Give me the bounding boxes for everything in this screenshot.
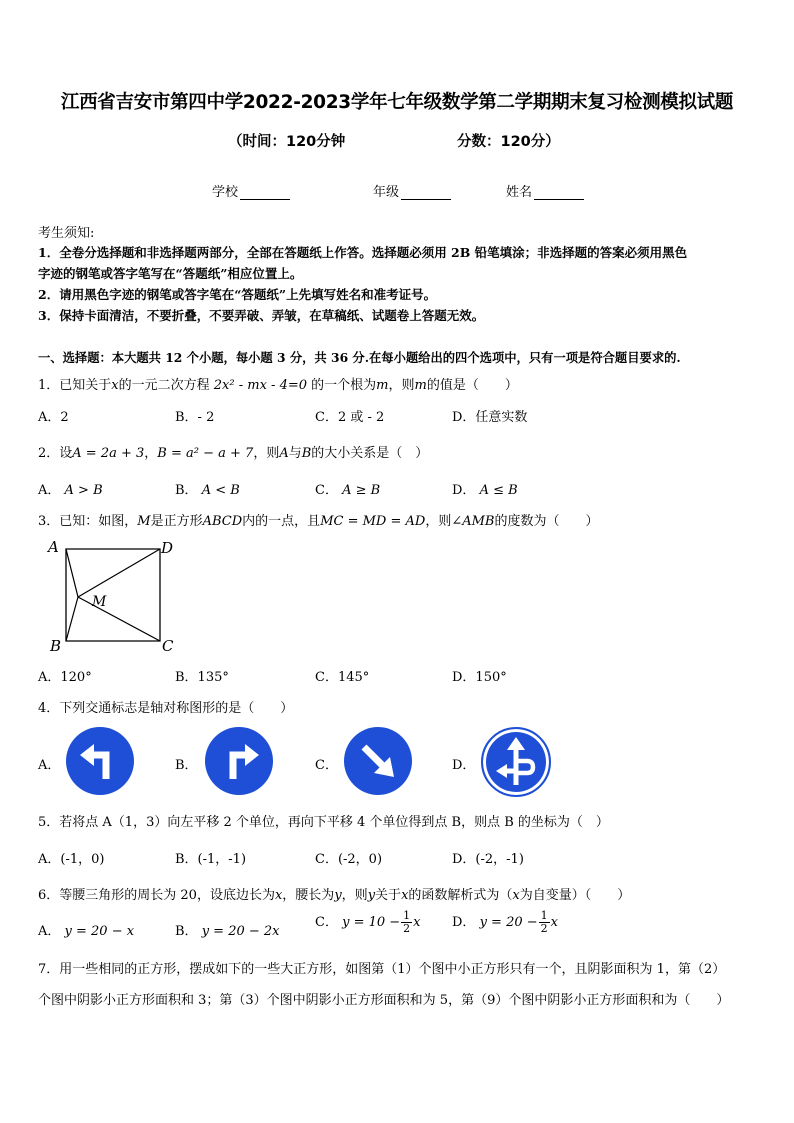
question-6: 6．等腰三角形的周长为 20，设底边长为x，腰长为y，则y关于x的函数解析式为（x为自变量）（ ） (38, 888, 631, 903)
q4-option-b[interactable]: B． (175, 758, 198, 773)
segment-dm (78, 549, 160, 597)
straight-or-left-sign[interactable] (481, 727, 551, 797)
label-c: C (162, 637, 174, 655)
q4-option-d[interactable]: D． (452, 758, 476, 773)
q1-option-d[interactable]: D．任意实数 (452, 410, 528, 425)
exam-score: 分数：120分） (457, 134, 560, 150)
notice-line-2: 2．请用黑色字迹的钢笔或答字笔在“答题纸”上先填写姓名和准考证号。 (38, 287, 437, 302)
down-right-arrow-icon (344, 727, 412, 795)
segment-cm (78, 597, 160, 641)
turn-left-arrow-icon (66, 727, 134, 795)
keep-right-sign[interactable] (344, 727, 412, 795)
square-figure (40, 535, 190, 657)
q3-option-d[interactable]: D．150° (452, 670, 507, 685)
q6c-fraction: $\frac{1}{2}$ (403, 909, 411, 935)
q3-option-c[interactable]: C．145° (315, 670, 370, 685)
notice-heading: 考生须知: (38, 226, 95, 241)
q6-option-a[interactable]: A． y = 20 − x (38, 924, 135, 939)
school-blank[interactable] (240, 186, 290, 200)
turn-right-arrow-icon (205, 727, 273, 795)
name-field[interactable] (506, 181, 584, 200)
turn-right-sign[interactable] (205, 727, 273, 795)
q1-option-a[interactable]: A．2 (38, 410, 69, 425)
question-5: 5．若将点 A（1，3）向左平移 2 个单位，再向下平移 4 个单位得到点 B，则点 B 的坐标为（ ） (38, 815, 609, 830)
question-3: 3．已知：如图，M是正方形ABCD内的一点，且MC = MD = AD，则∠AMB的度数为（ ） (38, 514, 599, 529)
q6d-fraction: $\frac{1}{2}$ (540, 909, 548, 935)
q3-option-b[interactable]: B．135° (175, 670, 229, 685)
q1-option-c[interactable]: C．2 或 - 2 (315, 410, 385, 425)
label-m: M (92, 594, 107, 610)
q6-option-b[interactable]: B． y = 20 − 2x (175, 924, 280, 939)
exam-time: （时间：120分钟 (228, 134, 346, 150)
q5-option-a[interactable]: A．(-1，0) (38, 852, 105, 867)
notice-line-3: 3．保持卡面清洁，不要折叠，不要弄破、弄皱，在草稿纸、试题卷上答题无效。 (38, 308, 485, 323)
turn-left-sign[interactable] (66, 727, 134, 795)
q2-option-d[interactable]: D． A ≤ B (452, 483, 518, 498)
q1-option-b[interactable]: B．- 2 (175, 410, 215, 425)
name-label: 姓名 (506, 185, 533, 200)
question-7-line-2: 个图中阴影小正方形面积和 3；第（3）个图中阴影小正方形面积和为 5，第（9）个图中阴影小正方形面积和为（ ） (38, 993, 730, 1008)
square-abcd (66, 549, 160, 641)
q3-option-a[interactable]: A．120° (38, 670, 92, 685)
straight-or-turn-left-arrow-icon (483, 729, 549, 795)
q2-option-c[interactable]: C． A ≥ B (315, 483, 381, 498)
grade-blank[interactable] (401, 186, 451, 200)
label-a: A (48, 538, 59, 556)
segment-am (66, 549, 78, 597)
page-title: 江西省吉安市第四中学2022-2023学年七年级数学第二学期期末复习检测模拟试题 (60, 92, 734, 113)
q5-option-d[interactable]: D．(-2，-1) (452, 852, 524, 867)
name-blank[interactable] (534, 186, 584, 200)
grade-label: 年级 (373, 185, 400, 200)
q5-option-c[interactable]: C．(-2，0) (315, 852, 383, 867)
q1-equation: 2x² - mx - 4=0 (213, 378, 308, 393)
label-b: B (50, 637, 62, 655)
label-d: D (161, 539, 174, 557)
q6-option-c[interactable]: C． y = 10 − $\frac{1}{2}$ x (315, 909, 421, 935)
q6-option-d[interactable]: D． y = 20 − $\frac{1}{2}$ x (452, 909, 558, 935)
q2-option-a[interactable]: A． A > B (38, 483, 103, 498)
question-7-line-1: 7．用一些相同的正方形，摆成如下的一些大正方形，如图第（1）个图中小正方形只有一个，且阴影面积为 1，第（2） (38, 962, 726, 977)
question-2: 2．设A = 2a + 3，B = a² − a + 7，则A与B的大小关系是（ ） (38, 446, 429, 461)
notice-line-1a: 1．全卷分选择题和非选择题两部分，全部在答题纸上作答。选择题必须用 2B 铅笔填涂；非选择题的答案必须用黑色 (38, 245, 688, 260)
q2-option-b[interactable]: B． A < B (175, 483, 240, 498)
section-heading: 一、选择题：本大题共 12 个小题，每小题 3 分，共 36 分.在每小题给出的四个选项中，只有一项是符合题目要求的. (38, 350, 681, 365)
question-4: 4．下列交通标志是轴对称图形的是（ ） (38, 701, 294, 716)
segment-bm (66, 597, 78, 641)
q4-option-a[interactable]: A． (38, 758, 61, 773)
q5-option-b[interactable]: B．(-1，-1) (175, 852, 247, 867)
grade-field[interactable] (373, 181, 451, 200)
school-field[interactable] (212, 181, 290, 200)
question-1: 1．已知关于x的一元二次方程 2x² - mx - 4=0 的一个根为m，则m的值是（ ） (38, 378, 518, 393)
notice-line-1b: 字迹的钢笔或答字笔写在“答题纸”相应位置上。 (38, 266, 303, 281)
school-label: 学校 (212, 185, 239, 200)
q4-option-c[interactable]: C． (315, 758, 338, 773)
